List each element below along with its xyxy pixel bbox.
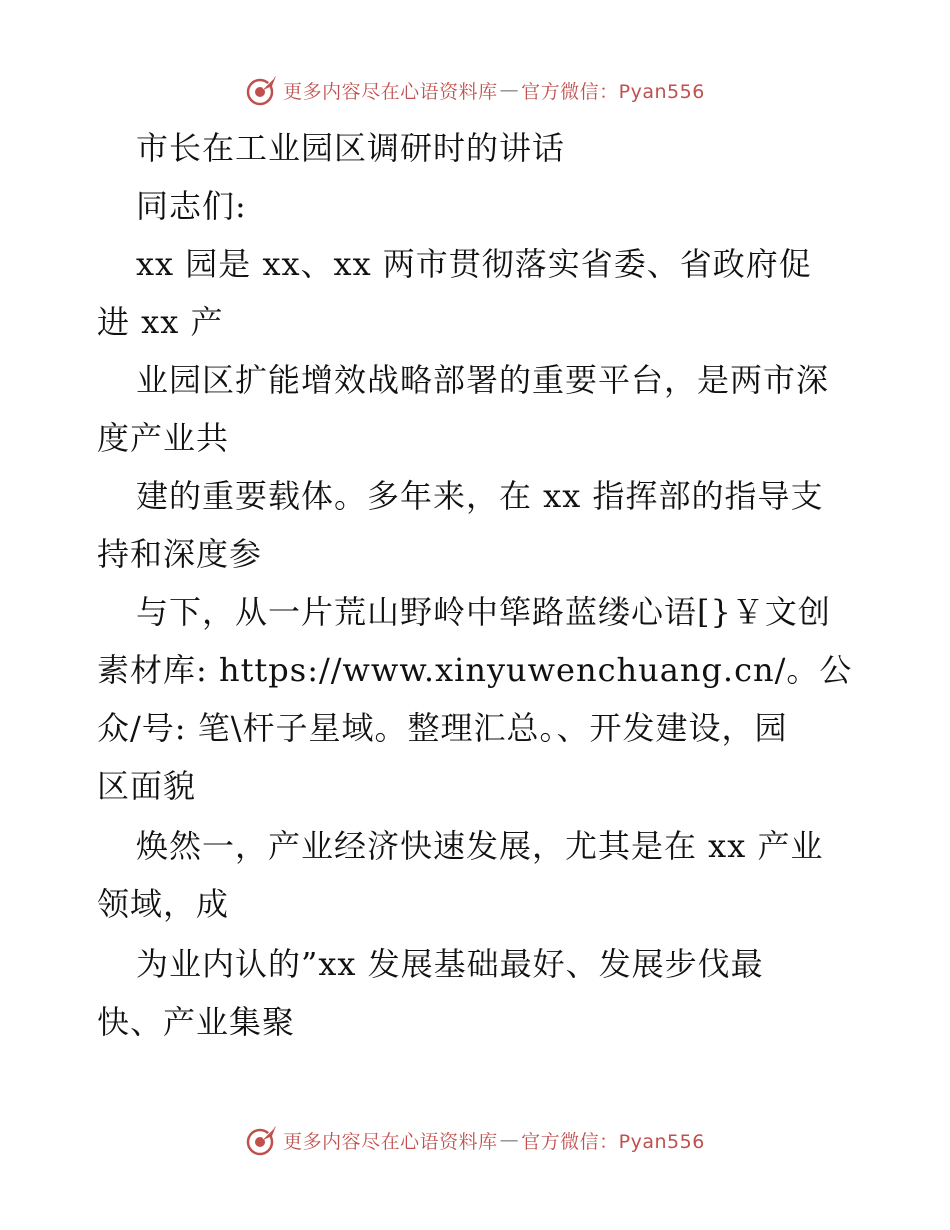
paragraph-line: 与下，从一片荒山野岭中筚路蓝缕心语[}￥文创	[136, 593, 831, 631]
banner-wechat: 官方微信：Pyan556	[521, 80, 705, 103]
paragraph-line: 建的重要载体。多年来，在 xx 指挥部的指导支	[136, 477, 824, 515]
paragraph-line: xx 园是 xx、xx 两市贯彻落实省委、省政府促	[136, 245, 812, 283]
banner-text: 更多内容尽在心语资料库	[283, 80, 498, 103]
paragraph-line: 持和深度参	[97, 535, 263, 573]
document-title: 市长在工业园区调研时的讲话	[136, 129, 566, 167]
paragraph-line: 众/号: 笔\杆子星域。整理汇总。、开发建设，园	[97, 709, 788, 747]
paragraph-line: 焕然一，产业经济快速发展，尤其是在 xx 产业	[136, 827, 824, 865]
salutation: 同志们:	[136, 187, 247, 225]
paragraph-line: 度产业共	[97, 419, 230, 457]
banner-wechat: 官方微信：Pyan556	[521, 1130, 705, 1153]
paragraph-line: 素材库: https://www.xinyuwenchuang.cn/。公	[97, 651, 853, 689]
paragraph-line: 进 xx 产	[97, 303, 224, 341]
quill-logo-icon	[245, 1123, 279, 1157]
footer-watermark-banner	[0, 1120, 950, 1160]
banner-separator: —	[499, 79, 520, 101]
paragraph-line: 为业内认的”xx 发展基础最好、发展步伐最	[136, 945, 764, 983]
paragraph-line: 业园区扩能增效战略部署的重要平台，是两市深	[136, 361, 830, 399]
quill-logo-icon	[245, 73, 279, 107]
banner-text: 更多内容尽在心语资料库	[283, 1130, 498, 1153]
paragraph-line: 快、产业集聚	[97, 1003, 296, 1041]
header-watermark-banner	[0, 70, 950, 110]
paragraph-line: 区面貌	[97, 767, 197, 805]
banner-separator: —	[499, 1129, 520, 1151]
paragraph-line: 领域，成	[97, 885, 230, 923]
